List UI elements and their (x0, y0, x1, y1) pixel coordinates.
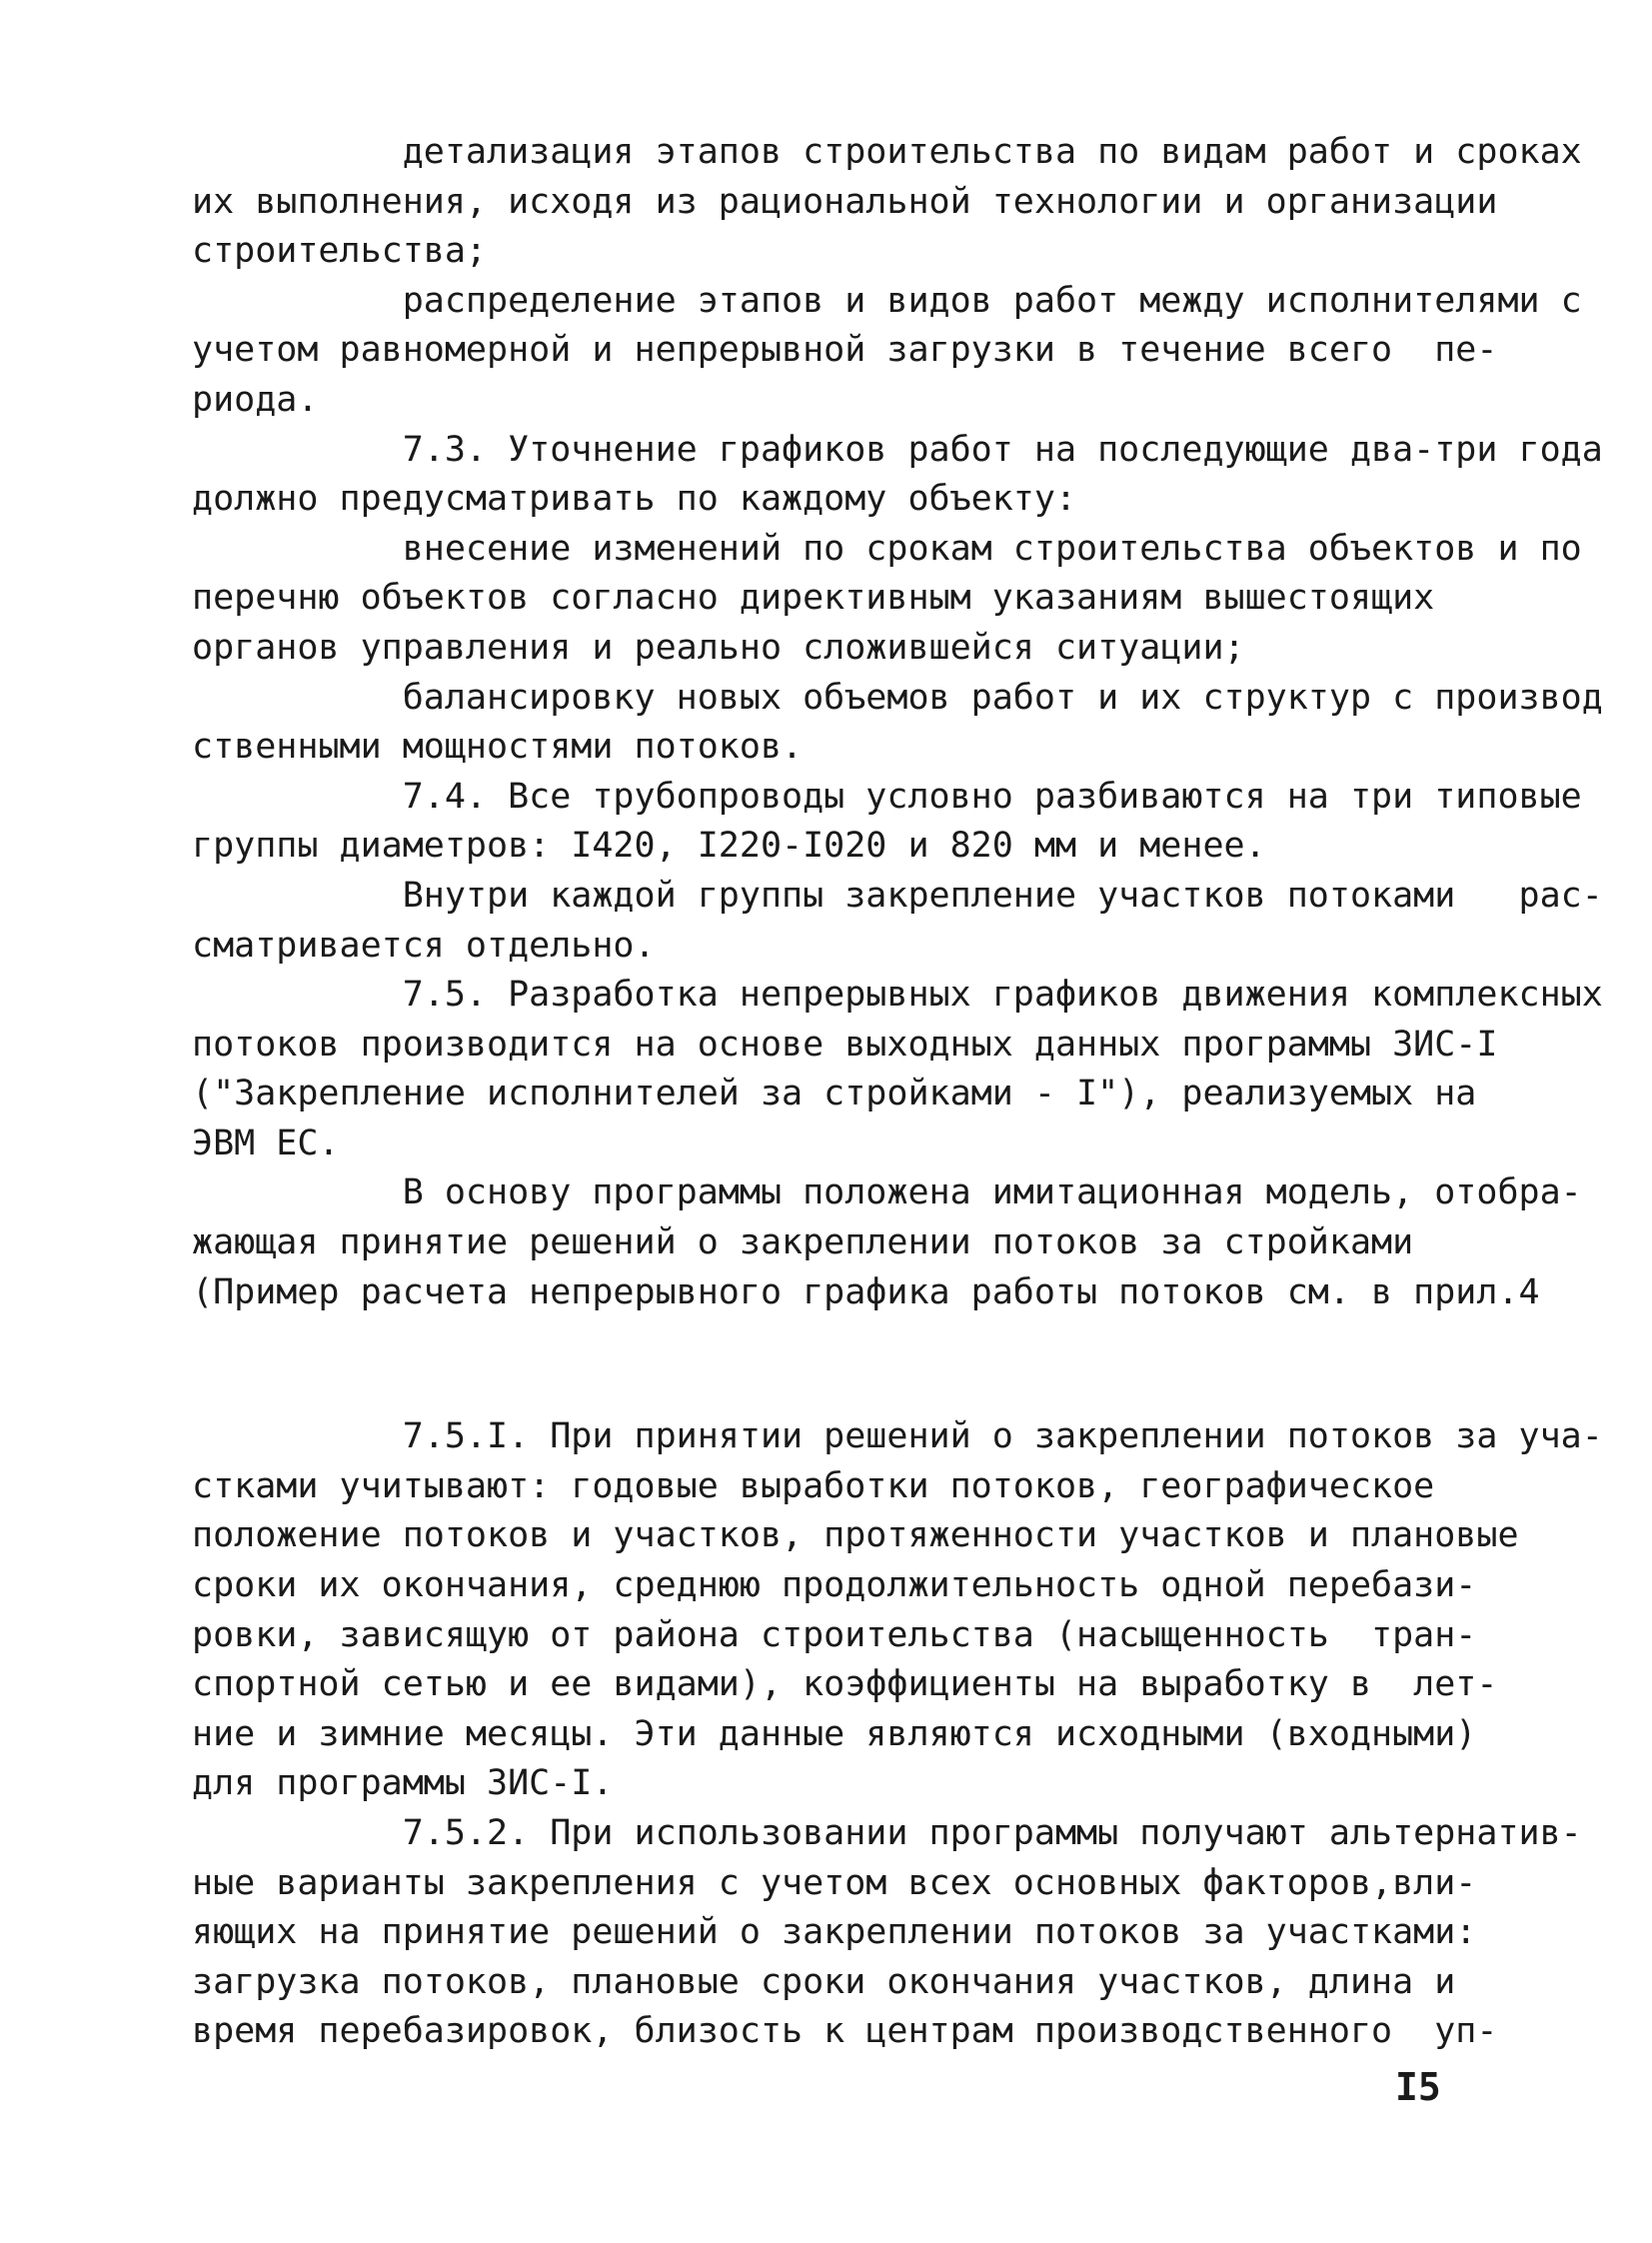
text-line: (Пример расчета непрерывного графика работы потоков см. в прил.4 (192, 1271, 1540, 1312)
paragraph (192, 872, 1603, 971)
text-line: балансировку новых объемов работ и их структур с производ (192, 677, 1603, 718)
text-line: 7.4. Все трубопроводы условно разбиваются на три типовые (192, 776, 1582, 817)
text-line: 7.5.I. При принятии решений о закреплении потоков за уча- (192, 1416, 1603, 1457)
page-number: I5 (1395, 2065, 1441, 2109)
text-line: потоков производится на основе выходных данных программы ЗИС-I (192, 1024, 1498, 1065)
text-line: учетом равномерной и непрерывной загрузки в течение всего пе- (192, 330, 1498, 371)
paragraph (192, 525, 1582, 674)
text-line: риода. (192, 379, 319, 420)
text-line: ственными мощностями потоков. (192, 727, 804, 768)
text-line: жающая принятие решений о закреплении потоков за стройками (192, 1222, 1414, 1263)
paragraph (192, 674, 1603, 773)
text-line: стками учитывают: годовые выработки потоков, географическое (192, 1465, 1435, 1506)
text-line: для программы ЗИС-I. (192, 1763, 614, 1804)
text-line: положение потоков и участков, протяженности участков и плановые (192, 1515, 1519, 1556)
document-body (192, 128, 1603, 2057)
text-line: спортной сетью и ее видами), коэффициенты на выработку в лет- (192, 1664, 1498, 1705)
text-line: их выполнения, исходя из рациональной технологии и организации (192, 181, 1498, 222)
text-line: ние и зимние месяцы. Эти данные являются исходными (входными) (192, 1713, 1477, 1754)
paragraph (192, 277, 1582, 426)
paragraph (192, 128, 1582, 277)
text-line: детализация этапов строительства по видам работ и сроках (192, 132, 1582, 172)
text-line: внесение изменений по срокам строительства объектов и по (192, 528, 1582, 569)
text-line: группы диаметров: I420, I220-I020 и 820 мм и менее. (192, 826, 1266, 867)
text-line: ровки, зависящую от района строительства (насыщенность тран- (192, 1614, 1477, 1655)
text-line: сматривается отдельно. (192, 925, 656, 966)
text-line: яющих на принятие решений о закреплении потоков за участками: (192, 1912, 1477, 1953)
paragraph (192, 426, 1603, 525)
text-line: ЭВМ ЕС. (192, 1122, 340, 1163)
text-line: строительства; (192, 231, 488, 272)
text-line: 7.5.2. При использовании программы получают альтернатив- (192, 1813, 1582, 1853)
paragraph-gap (192, 1317, 1461, 1412)
text-line: 7.3. Уточнение графиков работ на последующие два-три года (192, 429, 1603, 470)
paragraph (192, 1168, 1582, 1317)
text-line: Внутри каждой группы закрепление участков потоками рас- (192, 875, 1603, 916)
text-line: перечню объектов согласно директивным указаниям вышестоящих (192, 578, 1435, 619)
text-line: должно предусматривать по каждому объекту: (192, 479, 1077, 520)
text-line: сроки их окончания, среднюю продолжительность одной перебази- (192, 1565, 1477, 1606)
text-line: ("Закрепление исполнителей за стройками - I"), реализуемых на (192, 1074, 1477, 1115)
text-line: распределение этапов и видов работ между исполнителями с (192, 280, 1582, 321)
paragraph (192, 1809, 1582, 2057)
text-line: органов управления и реально сложившейся ситуации; (192, 627, 1245, 668)
text-line: время перебазировок, близость к центрам производственного уп- (192, 2011, 1498, 2052)
text-line: 7.5. Разработка непрерывных графиков движения комплексных (192, 975, 1603, 1016)
text-line: В основу программы положена имитационная модель, отобра- (192, 1172, 1582, 1213)
paragraph (192, 971, 1603, 1168)
paragraph (192, 1412, 1603, 1809)
text-line: загрузка потоков, плановые сроки окончания участков, длина и (192, 1961, 1456, 2002)
text-line: ные варианты закрепления с учетом всех основных факторов,вли- (192, 1862, 1477, 1903)
paragraph (192, 773, 1582, 872)
